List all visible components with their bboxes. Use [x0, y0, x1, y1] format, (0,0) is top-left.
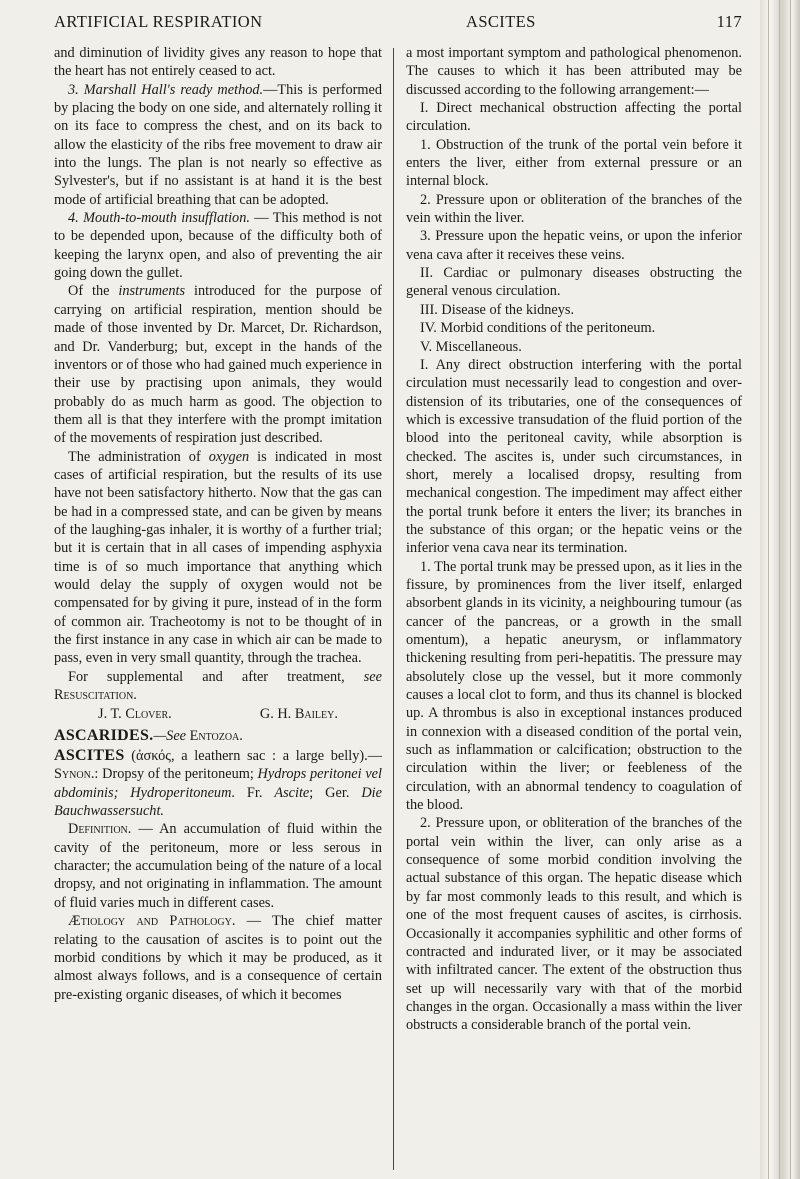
page-edge-line — [790, 0, 791, 1179]
list-item: V. Miscellaneous. — [420, 338, 522, 355]
paragraph-see-also: For supplemental and after treatment, see Resuscitation. — [54, 668, 382, 704]
header-entry-title: ASCITES — [466, 12, 536, 31]
page-edge-stack — [760, 0, 800, 1179]
paragraph: a most important symptom and pathological phenomenon. The causes to which it has been attributed may be discussed according to the following arrangement:— — [406, 45, 742, 98]
list-item: IV. Morbid conditions of the peritoneum. — [420, 320, 656, 337]
section-label: Ætiology and Pathology. — [68, 913, 236, 930]
author-signature: G. H. Bailey. — [259, 706, 338, 723]
list-item: 3. Pressure upon the hepatic veins, or upon the inferior vena cava after it receives these veins. — [406, 228, 742, 263]
right-column — [406, 44, 742, 1035]
entry-ascarides: ASCARIDES.—See Entozoa. — [54, 726, 243, 744]
entry-headword: ASCITES — [54, 747, 125, 765]
paragraph: 2. Pressure upon, or obliteration of the branches of the portal vein within the liver, can only arise as a consequence of some morbid condition involving the actual substance of this organ. The hepatic disease which by far most commonly leads to this result, and which is one of the most frequent causes of ascites, is cirrhosis. Occasionally it accompanies syphilitic and other forms of contracted and indurated liver, or it may be associated with infiltrated cancer. The extent of the obstruction thus set up will necessarily vary with that of the morbid changes in the organ. Occasionally a mass within the liver obstructs a considerable branch of the portal vein. — [406, 815, 742, 1034]
page-number: 117 — [716, 12, 742, 31]
cross-reference-link[interactable]: Entozoa. — [189, 727, 243, 744]
list-item: 2. Pressure upon or obliteration of the branches of the vein within the liver. — [406, 191, 742, 227]
paragraph-oxygen: The administration of oxygen is indicated in most cases of artificial respiration, but the results of its use have not been satisfactory hitherto. Now that the gas can be had in a compressed state, and can be given by means of the laughing-gas inhaler, it is worthy of a further trial; but it is certain that in all cases of impending asphyxia time is of so much importance that anything which would delay the supply of oxygen would not be compensated for by giving it pure, instead of in the form of common air. Tracheotomy is not to be thought of in the first instance in any case in which air can be made to pass, even in very small quantity, through the trachea. — [54, 448, 382, 667]
paragraph: and diminution of lividity gives any reason to hope that the heart has not entirely ceased to act. — [54, 45, 382, 80]
paragraph-instruments: Of the instruments introduced for the purpose of carrying on artificial respiration, mention should be made of those invented by Dr. Marcet, Dr. Richardson, and Dr. Vanderburg; but, except in the hands of the inventors or of those who had gained much experience in their use by practising upon animals, they would probably do as much harm as good. The objection to them all is that they interfere with the prompt imitation of the movements of respiration just described. — [54, 283, 382, 447]
list-item: III. Disease of the kidneys. — [420, 301, 575, 318]
cross-reference-link[interactable]: Resuscitation. — [54, 687, 137, 704]
running-header — [54, 12, 742, 36]
header-section-title: ARTIFICIAL RESPIRATION — [54, 12, 263, 31]
entry-headword: ASCARIDES. — [54, 726, 154, 744]
method-heading: 3. Marshall Hall's ready method. — [68, 81, 264, 98]
paragraph: I. Any direct obstruction interfering with the portal circulation must necessarily lead to congestion and over-distension of its tributaries, one of the consequences of which is excessive transudation of the fluid portion of the blood into the peritoneal cavity, while absorption is checked. The ascites is, under such circumstances, in short, merely a localised dropsy, resulting from mechanical congestion. The impediment may affect either the portal trunk before it enters the liver; its branches in the substance of this organ; or the hepatic veins or the inferior vena cava near its termination. — [406, 356, 742, 557]
list-item: II. Cardiac or pulmonary diseases obstructing the general venous circulation. — [406, 265, 742, 300]
entry-ascites: ASCITES (ἀσκός, a leathern sac : a large belly).—Synon.: Dropsy of the peritoneum; Hydrops peritonei vel abdominis; Hydroperitoneum. Fr. Ascite; Ger. Die Bauchwassersucht. — [54, 747, 382, 820]
section-label: Definition. — [68, 821, 132, 838]
list-item: 1. Obstruction of the trunk of the portal vein before it enters the liver, either from external pressure or an internal block. — [406, 136, 742, 190]
paragraph-marshall-hall: 3. Marshall Hall's ready method.—This is performed by placing the body on one side, and alternately rolling it on its face to compress the chest, and on its back to allow the elasticity of the ribs free movement to draw air into the lungs. The plan is not nearly so effective as Sylvester's, but if no assistant is at hand it is the best mode of artificial breathing that can be adopted. — [54, 81, 382, 208]
method-heading: 4. Mouth-to-mouth insufflation. — [68, 210, 250, 227]
etymology-greek: (ἀσκός — [131, 748, 171, 765]
synonyms-label: Synon. — [54, 766, 95, 783]
list-item: I. Direct mechanical obstruction affecting the portal circulation. — [406, 100, 742, 135]
paragraph-mouth-to-mouth: 4. Mouth-to-mouth insufflation. — This method is not to be depended upon, because of the difficulty both of keeping the larynx open, and also of preventing the air going down the gullet. — [54, 210, 382, 282]
page-edge-line — [779, 0, 780, 1179]
author-signatures — [54, 705, 382, 723]
paragraph-aetiology: Ætiology and Pathology. — The chief matter relating to the causation of ascites is to point out the morbid conditions by which it may be produced, as it almost always follows, and is a consequence of certain pre-existing organic diseases, of which it becomes — [54, 913, 382, 1003]
paragraph: 1. The portal trunk may be pressed upon, as it lies in the fissure, by prominences from the liver itself, enlarged absorbent glands in its vicinity, a neighbouring tumour (as cancer of the pancreas, or a growth in the small omentum), a hepatic aneurysm, or inflammatory thickening resulting from peri-hepatitis. The pressure may absolutely close up the vessel, but it more commonly causes a local clot to form, and thus its channel is blocked up. A thrombus is also in exceptional instances produced in connexion with a diseased condition of the portal vein, such as inflammation or calcification; obstruction to the circulation within the liver; or feebleness of the circulation, with an abnormal tendency to coagulation of the blood. — [406, 558, 742, 814]
column-divider — [393, 48, 394, 1170]
left-column — [54, 44, 382, 1004]
paragraph-definition: Definition. — An accumulation of fluid within the cavity of the peritoneum, more or less serous in character; the accumulation being of the nature of a local dropsy, and not originating in inflammation. The amount of fluid varies much in different cases. — [54, 821, 382, 911]
author-signature: J. T. Clover. — [98, 706, 172, 723]
page-edge-line — [768, 0, 769, 1179]
